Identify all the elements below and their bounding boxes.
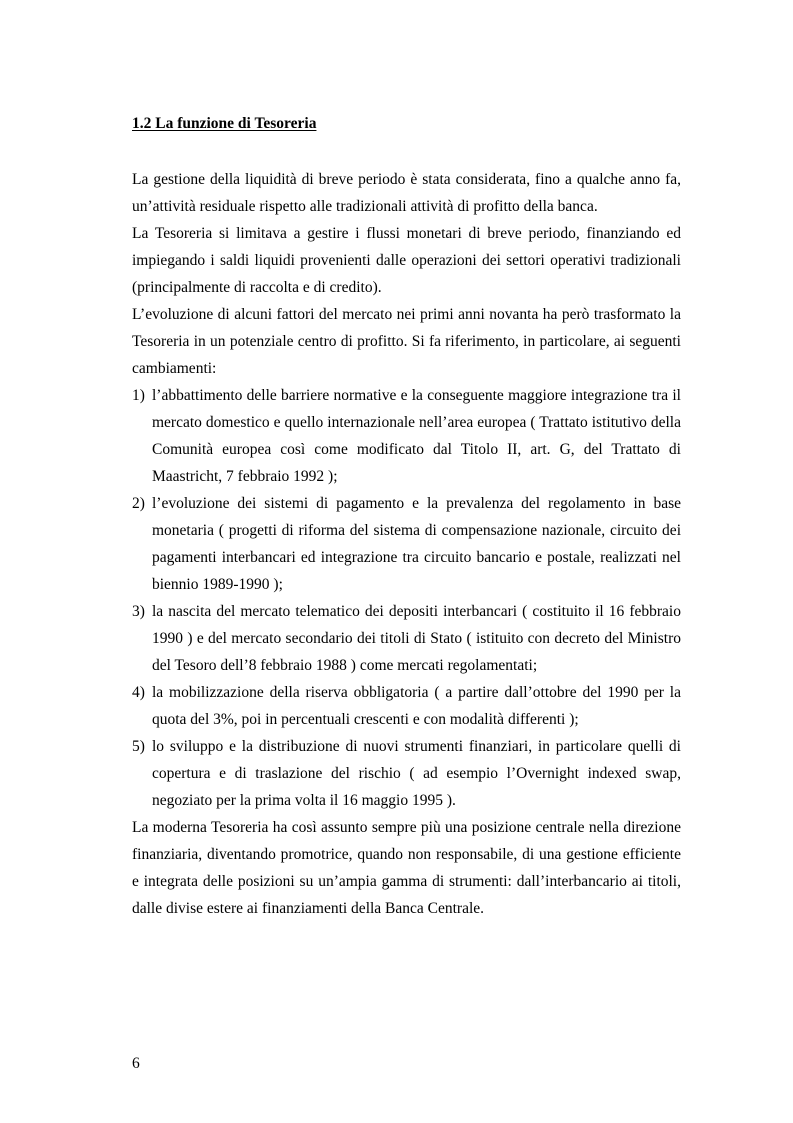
section-heading: 1.2 La funzione di Tesoreria (132, 115, 317, 132)
list-item (132, 733, 681, 814)
paragraph-intro-3: L’evoluzione di alcuni fattori del mercato nei primi anni novanta ha però trasformato la Tesoreria in un potenziale centro di profitto. Si fa riferimento, in particolare, ai seguenti cambiamenti: (132, 306, 681, 377)
list-item-text: la nascita del mercato telematico dei depositi interbancari ( costituito il 16 febbraio 1990 ) e del mercato secondario dei titoli di Stato ( istituito con decreto del Ministro del Tesoro dell’8 febbraio 1988 ) come mercati regolamentati; (152, 603, 681, 674)
list-item-text: la mobilizzazione della riserva obbligatoria ( a partire dall’ottobre del 1990 per la quota del 3%, poi in percentuali crescenti e con modalità differenti ); (152, 684, 681, 728)
list-item-number: 1) (132, 387, 145, 404)
list-item (132, 490, 681, 598)
list-item-text: l’abbattimento delle barriere normative e la conseguente maggiore integrazione tra il mercato domestico e quello internazionale nell’area europea ( Trattato istitutivo della Comunità europea così come modificato dal Titolo II, art. G, del Trattato di Maastricht, 7 febbraio 1992 ); (152, 387, 681, 485)
paragraph-intro-2: La Tesoreria si limitava a gestire i flussi monetari di breve periodo, finanziando ed impiegando i saldi liquidi provenienti dalle operazioni dei settori operativi tradizionali (principalmente di raccolta e di credito). (132, 225, 681, 296)
list-item-number: 5) (132, 738, 145, 755)
list-item-number: 3) (132, 603, 145, 620)
list-item-text: lo sviluppo e la distribuzione di nuovi strumenti finanziari, in particolare quelli di copertura e di traslazione del rischio ( ad esempio l’Overnight indexed swap, negoziato per la prima volta il 16 maggio 1995 ). (152, 738, 681, 809)
list-item-number: 4) (132, 684, 145, 701)
list-item (132, 679, 681, 733)
paragraph-closing: La moderna Tesoreria ha così assunto sempre più una posizione centrale nella direzione finanziaria, diventando promotrice, quando non responsabile, di una gestione efficiente e integrata delle posizioni su un’ampia gamma di strumenti: dall’interbancario ai titoli, dalle divise estere ai finanziamenti della Banca Centrale. (132, 819, 681, 917)
list-item-number: 2) (132, 495, 145, 512)
paragraph-intro-1: La gestione della liquidità di breve periodo è stata considerata, fino a qualche anno fa, un’attività residuale rispetto alle tradizionali attività di profitto della banca. (132, 171, 681, 215)
page-number: 6 (132, 1055, 140, 1072)
changes-list (132, 382, 681, 814)
list-item (132, 382, 681, 490)
body-text (132, 166, 681, 922)
list-item-text: l’evoluzione dei sistemi di pagamento e la prevalenza del regolamento in base monetaria ( progetti di riforma del sistema di compensazione nazionale, circuito dei pagamenti interbancari ed integrazione tra circuito bancario e postale, realizzati nel biennio 1989-1990 ); (152, 495, 681, 593)
list-item (132, 598, 681, 679)
